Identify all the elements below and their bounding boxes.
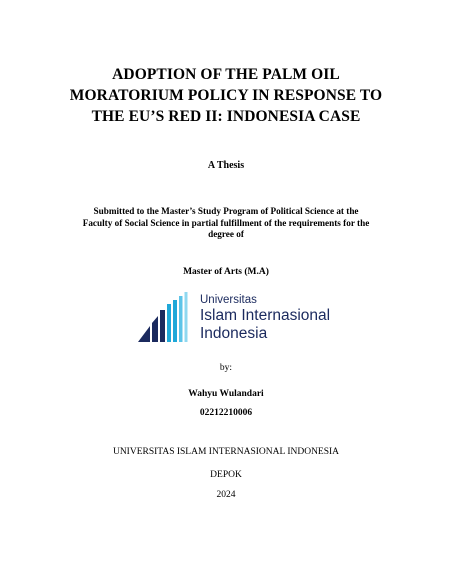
submission-line-3: degree of: [208, 229, 244, 239]
title-line-3: THE EU’S RED II: INDONESIA CASE: [91, 108, 361, 125]
university-logo: [136, 290, 346, 344]
university-name: UNIVERSITAS ISLAM INTERNASIONAL INDONESIA: [112, 447, 340, 457]
title-line-1: ADOPTION OF THE PALM OIL: [112, 66, 340, 83]
author-name: Wahyu Wulandari: [188, 389, 264, 399]
student-id: 02212210006: [199, 408, 253, 418]
submission-statement: [0, 206, 452, 241]
degree-name: Master of Arts (M.A): [183, 267, 269, 277]
by-label: by:: [219, 363, 233, 373]
logo-line-2: Islam Internasional: [200, 307, 331, 324]
title-line-2: MORATORIUM POLICY IN RESPONSE TO: [69, 87, 383, 104]
thesis-label: A Thesis: [207, 160, 245, 171]
submission-line-2: Faculty of Social Science in partial fulfillment of the requirements for the: [82, 217, 370, 228]
submission-line-1: Submitted to the Master’s Study Program of Political Science at the: [93, 206, 359, 216]
uiii-logo-icon: [136, 290, 192, 344]
logo-wordmark: [200, 294, 330, 343]
year: 2024: [216, 490, 236, 500]
thesis-title: [0, 64, 452, 127]
logo-line-3: Indonesia: [200, 325, 268, 342]
city-name: DEPOK: [210, 470, 242, 480]
logo-line-1: Universitas: [200, 294, 257, 306]
